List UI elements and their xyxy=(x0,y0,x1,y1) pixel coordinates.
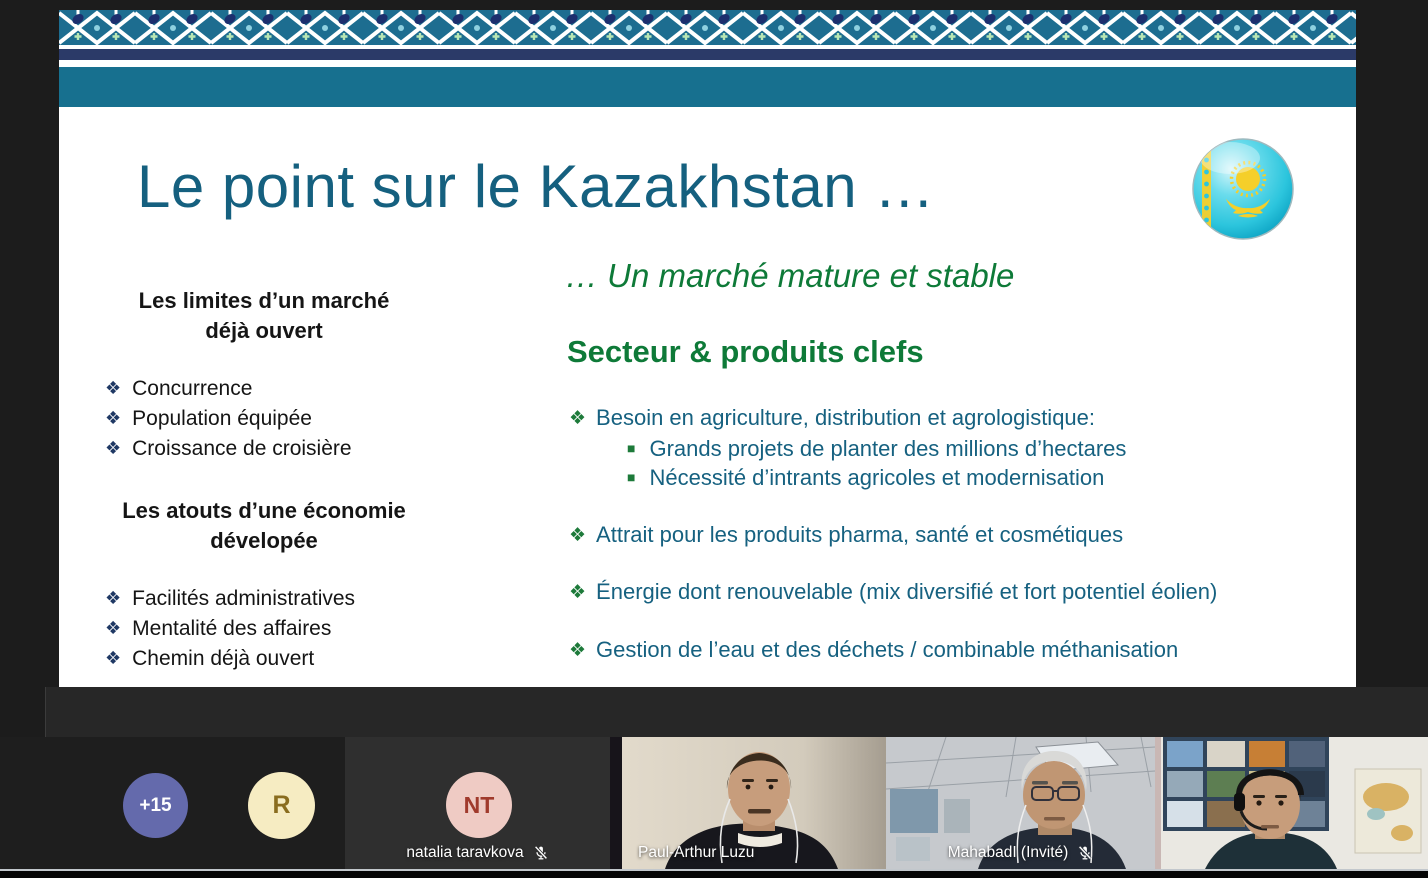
navy-stripe xyxy=(59,49,1356,60)
square-bullet-icon: ■ xyxy=(627,469,636,485)
kazakhstan-flag-icon xyxy=(1190,136,1296,242)
diamond-bullet-icon: ❖ xyxy=(105,408,122,428)
diamond-bullet-icon: ❖ xyxy=(569,408,587,429)
diamond-bullet-icon: ❖ xyxy=(105,438,122,458)
participant-tile-headset[interactable] xyxy=(1155,737,1428,869)
avatar-r[interactable]: R xyxy=(248,772,315,839)
avatar-nt[interactable]: NT xyxy=(446,772,512,838)
diamond-bullet-icon: ❖ xyxy=(105,378,122,398)
participant-tile-paul[interactable] xyxy=(610,737,886,869)
diamond-bullet-icon: ❖ xyxy=(569,640,587,661)
overflow-participants-badge[interactable]: +15 xyxy=(123,773,188,838)
list-item: ❖ Concurrence xyxy=(105,377,253,400)
participant-name: Paul-Arthur Luzu xyxy=(638,844,755,861)
diamond-bullet-icon: ❖ xyxy=(105,648,122,668)
participant-filmstrip xyxy=(0,737,1428,869)
right-bullet-3: ❖ Énergie dont renouvelable (mix diversifié et fort potentiel éolien) xyxy=(569,579,1218,604)
mic-muted-icon xyxy=(1077,845,1093,861)
right-bullet-1: ❖ Besoin en agriculture, distribution et agrologistique: xyxy=(569,405,1096,430)
mic-muted-icon xyxy=(533,845,549,861)
square-bullet-icon: ■ xyxy=(627,440,636,456)
left-section1-list xyxy=(105,374,352,464)
list-item: ❖ Population équipée xyxy=(105,407,312,430)
right-subtitle: … Un marché mature et stable xyxy=(565,257,1015,294)
diamond-bullet-icon: ❖ xyxy=(569,525,587,546)
slide-title: Le point sur le Kazakhstan … xyxy=(137,153,935,220)
right-subbullet-2: ■ Nécessité d’intrants agricoles et modernisation xyxy=(627,465,1105,490)
window-bottom-edge xyxy=(0,871,1428,878)
right-bullet-4: ❖ Gestion de l’eau et des déchets / combinable méthanisation xyxy=(569,637,1179,662)
list-item: ❖ Mentalité des affaires xyxy=(105,617,332,640)
shared-slide xyxy=(59,10,1356,687)
name-tag xyxy=(638,844,754,862)
left-section2-list xyxy=(105,584,355,674)
right-subbullet-1: ■ Grands projets de planter des millions d’hectares xyxy=(627,436,1127,461)
participant-name: MahabadI (Invité) xyxy=(947,844,1069,861)
right-section-heading: Secteur & produits clefs xyxy=(567,334,924,369)
headset-video-feed xyxy=(1155,737,1428,869)
name-tag xyxy=(886,844,1155,862)
name-tag xyxy=(345,844,610,862)
diamond-bullet-icon: ❖ xyxy=(105,588,122,608)
diamond-bullet-icon: ❖ xyxy=(105,618,122,638)
teal-stripe xyxy=(59,67,1356,107)
right-bullet-2: ❖ Attrait pour les produits pharma, santé et cosmétiques xyxy=(569,522,1124,547)
left-section1-heading: Les limites d’un marché déjà ouvert xyxy=(138,288,390,343)
participant-name: natalia taravkova xyxy=(406,844,524,861)
list-item: ❖ Facilités administratives xyxy=(105,587,356,610)
audio-participants-tile[interactable] xyxy=(0,737,345,869)
participant-tile-natalia[interactable] xyxy=(345,737,610,869)
kazakh-ornament-border xyxy=(59,10,1356,45)
list-item: ❖ Croissance de croisière xyxy=(105,437,352,460)
participant-tile-mahabad[interactable] xyxy=(886,737,1155,869)
diamond-bullet-icon: ❖ xyxy=(569,582,587,603)
screen-share-letterbox xyxy=(45,687,1428,737)
list-item: ❖ Chemin déjà ouvert xyxy=(105,647,315,670)
left-section2-heading: Les atouts d’une économie dévelopée xyxy=(122,498,406,553)
